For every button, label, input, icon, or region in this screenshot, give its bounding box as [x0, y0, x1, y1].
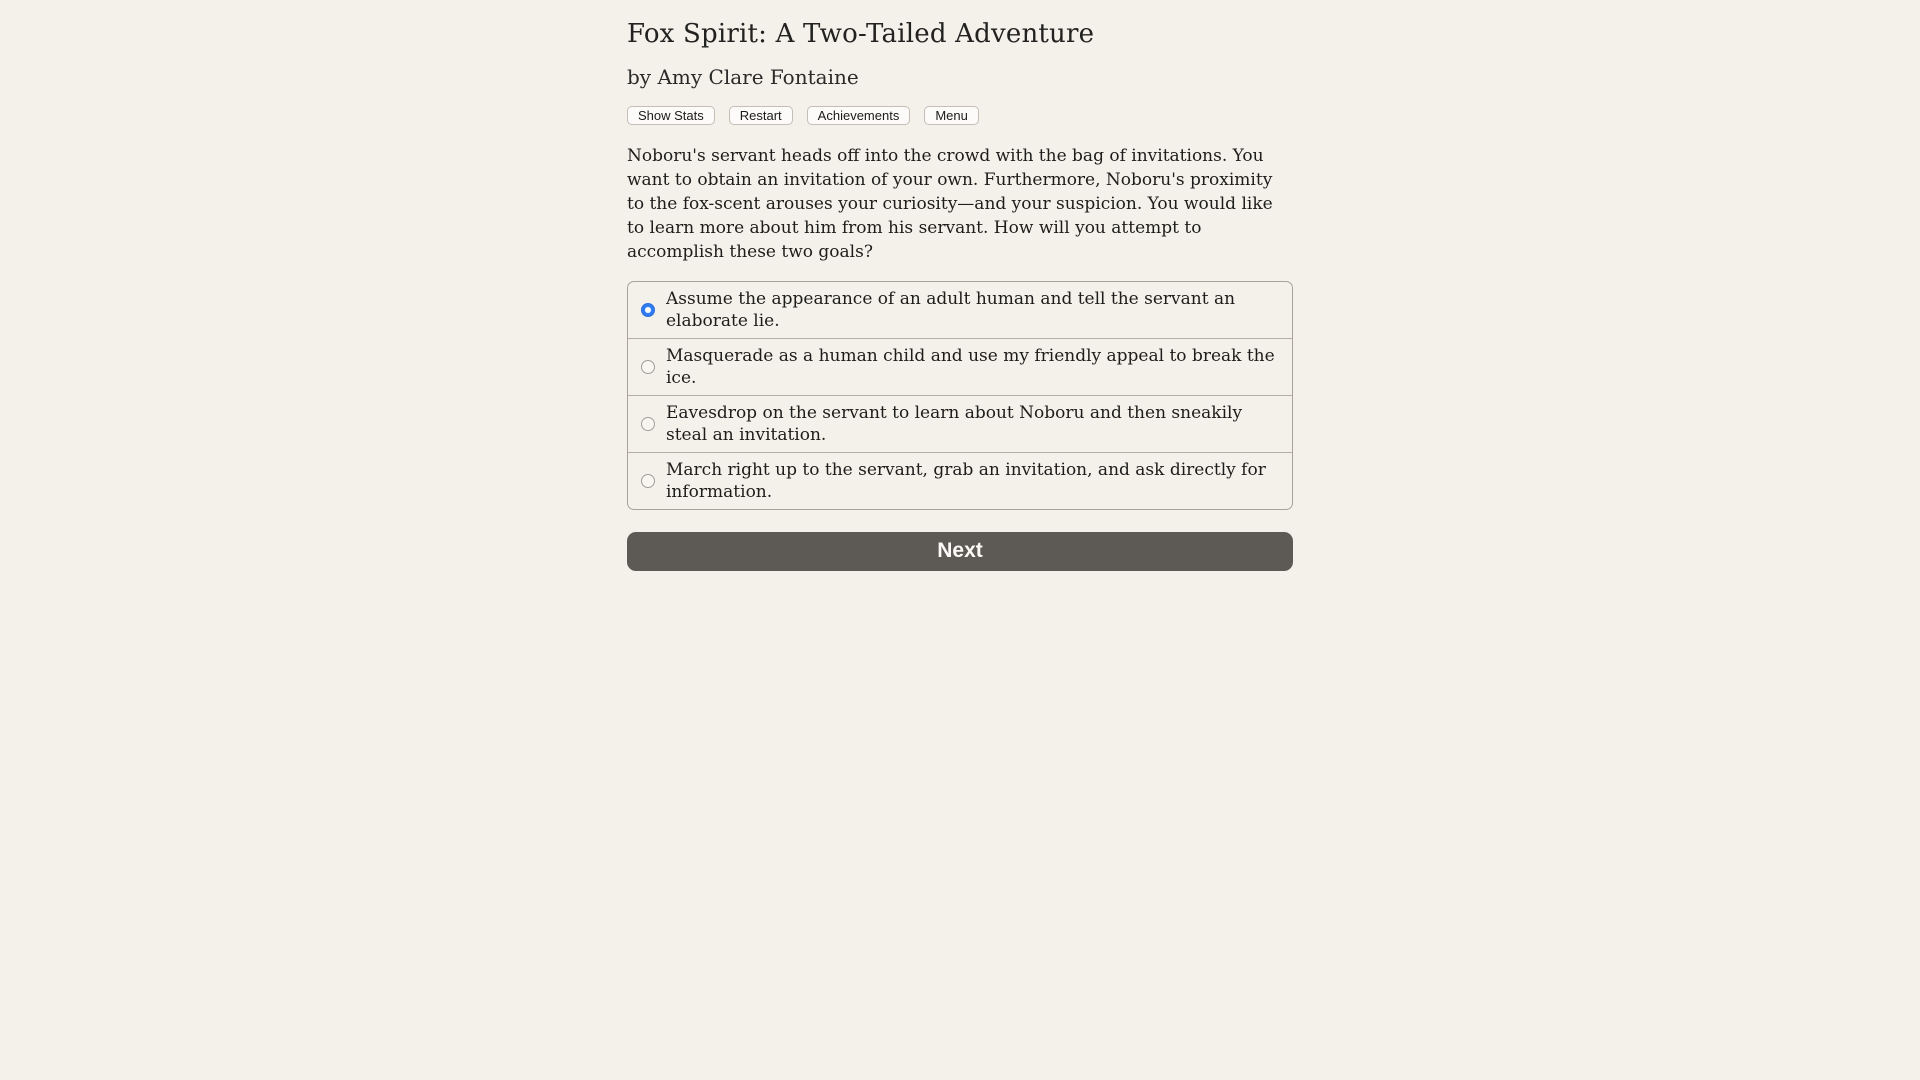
- choice-option-4[interactable]: [628, 452, 1292, 509]
- choice-group: [627, 281, 1293, 510]
- choice-option-label: March right up to the servant, grab an invitation, and ask directly for information.: [666, 459, 1266, 502]
- menu-button[interactable]: Menu: [924, 106, 979, 125]
- radio-icon[interactable]: [641, 417, 655, 431]
- choice-option-label: Masquerade as a human child and use my friendly appeal to break the ice.: [666, 345, 1275, 388]
- choice-option-label: Assume the appearance of an adult human and tell the servant an elaborate lie.: [666, 288, 1236, 331]
- achievements-button[interactable]: Achievements: [807, 106, 911, 125]
- radio-icon[interactable]: [641, 360, 655, 374]
- page-title: Fox Spirit: A Two-Tailed Adventure: [627, 19, 1095, 49]
- toolbar: [627, 106, 1293, 125]
- story-paragraph: Noboru's servant heads off into the crowd with the bag of invitations. You want to obtain an invitation of your own. Furthermore, Noboru's proximity to the fox-scent arouses your curiosity—and your suspicion. You would like to learn more about him from his servant. How will you attempt to accomplish these two goals?: [627, 145, 1273, 262]
- choice-option-2[interactable]: [628, 338, 1292, 395]
- author-byline: by Amy Clare Fontaine: [627, 64, 859, 89]
- restart-button[interactable]: Restart: [729, 106, 793, 125]
- next-button[interactable]: Next: [627, 532, 1293, 571]
- choice-option-3[interactable]: [628, 395, 1292, 452]
- radio-icon[interactable]: [641, 474, 655, 488]
- choice-option-1[interactable]: [628, 282, 1292, 338]
- radio-icon[interactable]: [641, 303, 655, 317]
- choice-option-label: Eavesdrop on the servant to learn about Noboru and then sneakily steal an invitation.: [666, 402, 1243, 445]
- show-stats-button[interactable]: Show Stats: [627, 106, 715, 125]
- game-page: [627, 0, 1293, 571]
